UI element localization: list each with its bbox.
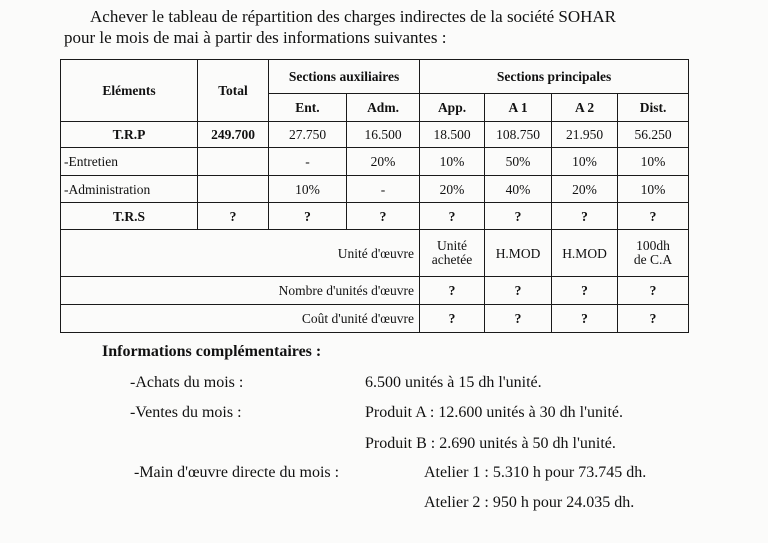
cell-app: 20% <box>420 176 485 203</box>
cell-app: ? <box>420 203 485 230</box>
cell-a1: 108.750 <box>485 122 552 148</box>
cell-adm: ? <box>347 203 420 230</box>
exercise-intro <box>64 6 704 48</box>
cell-app: 10% <box>420 148 485 176</box>
cell-total <box>198 176 269 203</box>
mod-atelier-1: Atelier 1 : 5.310 h pour 73.745 dh. <box>424 464 647 481</box>
cell-total <box>198 148 269 176</box>
unite-oeuvre-row <box>61 230 689 277</box>
cell-a2: 10% <box>552 148 618 176</box>
header-dist: Dist. <box>618 94 689 122</box>
cell-total: 249.700 <box>198 122 269 148</box>
cell-a2: 20% <box>552 176 618 203</box>
ventes-label: -Ventes du mois : <box>130 404 242 421</box>
uo-a2: H.MOD <box>552 230 618 277</box>
header-sections-auxiliaires: Sections auxiliaires <box>269 60 420 94</box>
cell-dist: ? <box>618 203 689 230</box>
cell-a1: 40% <box>485 176 552 203</box>
header-app: App. <box>420 94 485 122</box>
uo-dist <box>618 230 689 277</box>
cell-nb-app: ? <box>420 277 485 305</box>
table-row <box>61 176 689 203</box>
ventes-produit-a: Produit A : 12.600 unités à 30 dh l'unité. <box>365 404 623 421</box>
header-elements: Eléments <box>61 60 198 122</box>
cell-ent: ? <box>269 203 347 230</box>
cell-cout-app: ? <box>420 305 485 333</box>
row-label-trs: T.R.S <box>61 203 198 230</box>
cell-adm: 20% <box>347 148 420 176</box>
cell-a2: ? <box>552 203 618 230</box>
row-label-entretien: -Entretien <box>61 148 198 176</box>
cell-nb-dist: ? <box>618 277 689 305</box>
header-a1: A 1 <box>485 94 552 122</box>
row-label-trp: T.R.P <box>61 122 198 148</box>
row-label-administration: -Administration <box>61 176 198 203</box>
intro-line-1: Achever le tableau de répartition des charges indirectes de la société SOHAR <box>90 7 617 26</box>
cell-a1: 50% <box>485 148 552 176</box>
cell-adm: 16.500 <box>347 122 420 148</box>
cell-a2: 21.950 <box>552 122 618 148</box>
cell-nb-a1: ? <box>485 277 552 305</box>
info-title: Informations complémentaires : <box>102 343 322 360</box>
header-sections-principales: Sections principales <box>420 60 689 94</box>
cell-app: 18.500 <box>420 122 485 148</box>
mod-atelier-2: Atelier 2 : 950 h pour 24.035 dh. <box>424 494 635 511</box>
achats-label: -Achats du mois : <box>130 374 244 391</box>
cell-ent: 27.750 <box>269 122 347 148</box>
nombre-uo-label: Nombre d'unités d'œuvre <box>61 277 420 305</box>
cell-cout-dist: ? <box>618 305 689 333</box>
header-total: Total <box>198 60 269 122</box>
cell-cout-a1: ? <box>485 305 552 333</box>
nombre-uo-row <box>61 277 689 305</box>
uo-app-line-1: Unité <box>437 238 468 253</box>
uo-a1: H.MOD <box>485 230 552 277</box>
uo-app <box>420 230 485 277</box>
cell-adm: - <box>347 176 420 203</box>
cout-uo-row <box>61 305 689 333</box>
table-row <box>61 148 689 176</box>
intro-line-2: pour le mois de mai à partir des informations suivantes : <box>64 28 447 47</box>
charges-table <box>60 59 689 333</box>
header-adm: Adm. <box>347 94 420 122</box>
mod-label: -Main d'œuvre directe du mois : <box>134 464 340 481</box>
table-row <box>61 203 689 230</box>
unite-oeuvre-label: Unité d'œuvre <box>61 230 420 277</box>
header-ent: Ent. <box>269 94 347 122</box>
header-a2: A 2 <box>552 94 618 122</box>
ventes-produit-b: Produit B : 2.690 unités à 50 dh l'unité. <box>365 435 616 452</box>
header-row-1 <box>61 60 689 94</box>
cell-nb-a2: ? <box>552 277 618 305</box>
uo-dist-line-1: 100dh <box>636 238 670 253</box>
achats-value: 6.500 unités à 15 dh l'unité. <box>365 374 542 391</box>
cell-dist: 10% <box>618 148 689 176</box>
table-row <box>61 122 689 148</box>
cell-ent: 10% <box>269 176 347 203</box>
uo-dist-line-2: de C.A <box>633 252 673 267</box>
cell-a1: ? <box>485 203 552 230</box>
uo-app-line-2: achetée <box>431 252 473 267</box>
cell-ent: - <box>269 148 347 176</box>
cell-dist: 10% <box>618 176 689 203</box>
cell-total: ? <box>198 203 269 230</box>
cell-cout-a2: ? <box>552 305 618 333</box>
cell-dist: 56.250 <box>618 122 689 148</box>
cout-uo-label: Coût d'unité d'œuvre <box>61 305 420 333</box>
